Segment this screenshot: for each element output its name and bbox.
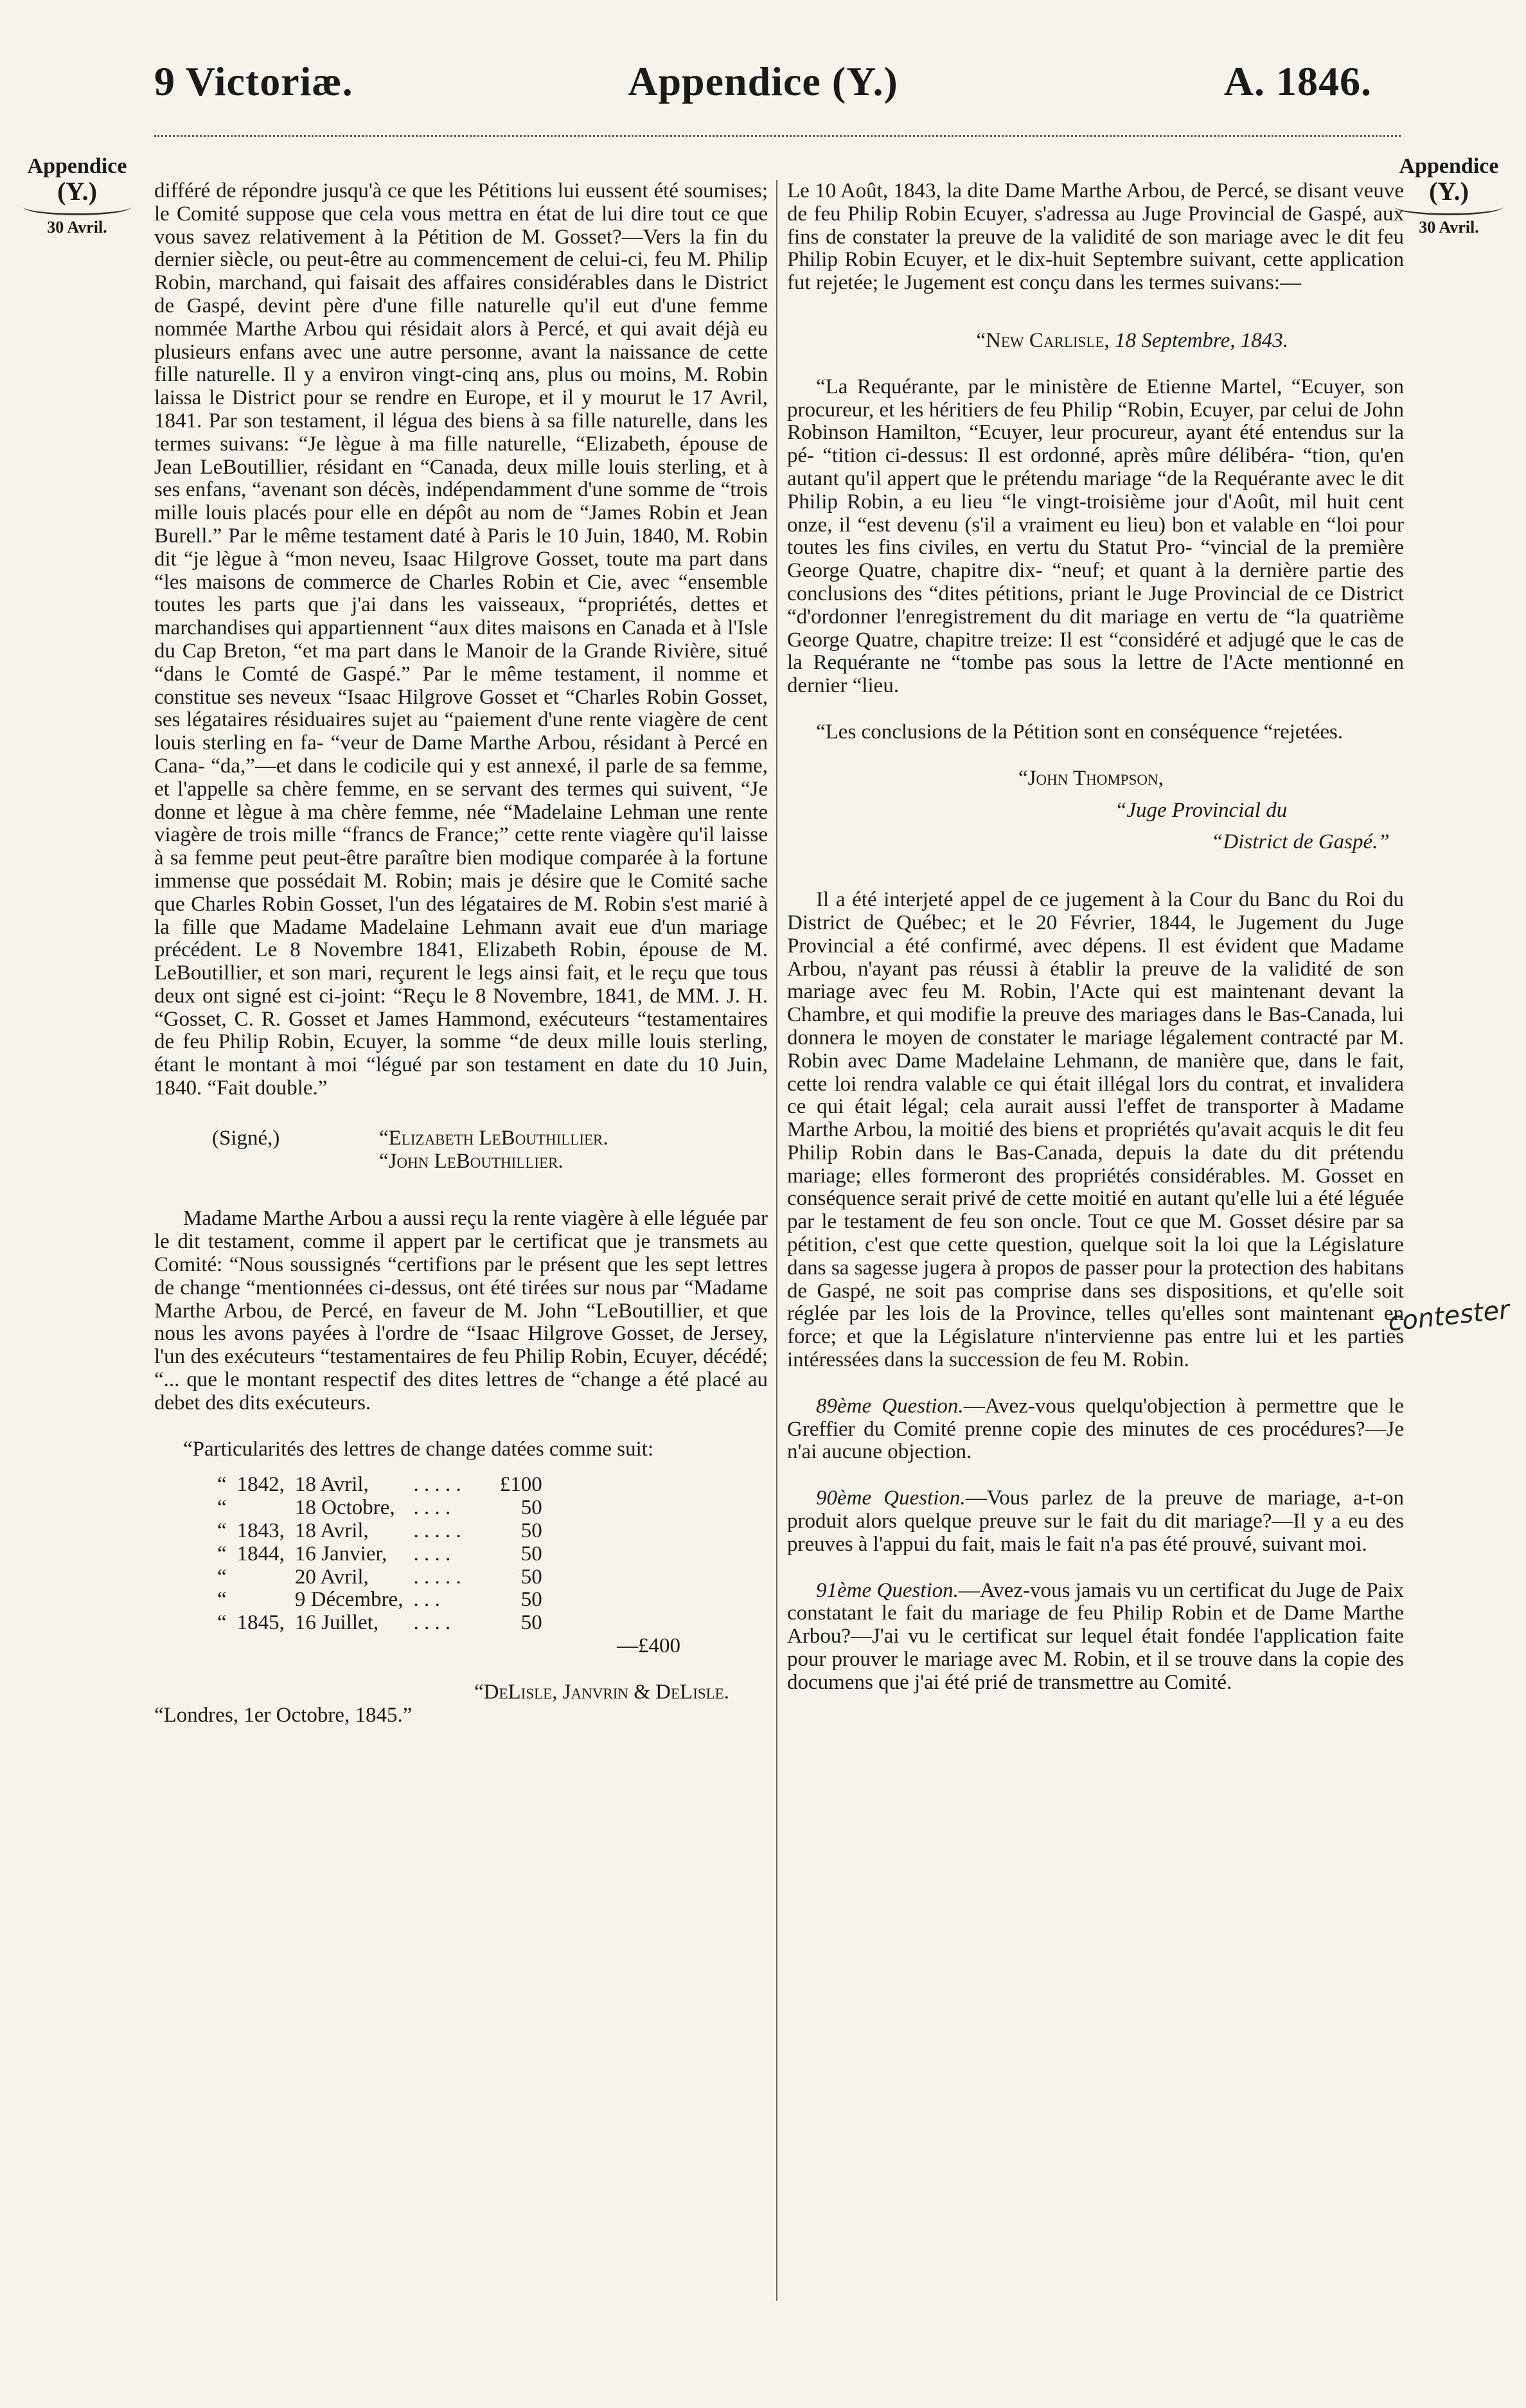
handwritten-annotation: contester bbox=[1387, 1295, 1511, 1337]
bill-amount: 50 bbox=[520, 1519, 542, 1543]
bill-leader: . . . . . bbox=[413, 1519, 461, 1543]
testimony-paragraph: différé de répondre jusqu'à ce que les Pétitions lui eussent été soumises; le Comité suppose que cela vous mettra en état de lui dire tout ce que vous savez relativement à la Pétition de M. Gosset?—Vers la fin du dernier siècle, ou peut-être au commencement de celui-ci, feu M. Philip Robin, marchand, qui faisait des affaires considérables dans le District de Gaspé, devint père d'une fille naturelle qu'il eut d'une femme nommée Marthe Arbou qui résidait alors à Percé, et qui avait déjà eu plusieurs enfans avec une autre personne, avant la naissance de cette fille naturelle. Il y a environ vingt-cinq ans, plus ou moins, M. Robin laissa le District pour se rendre en Europe, et il y mourut le 17 Avril, 1841. Par son testament, il légua des biens à sa fille naturelle, dans les termes suivans: “Je lègue à ma fille naturelle, “Elizabeth, épouse de Jean LeBoutillier, résidant en “Canada, deux mille louis sterling, et à ses enfans, “avenant son décès, indépendamment d'une somme de “trois mille louis placés pour elle en dépôt au nom de “James Robin et Jean Burell.” Par le même testament daté à Paris le 10 Juin, 1840, M. Robin dit “je lègue à “mon neveu, Isaac Hilgrove Gosset, toute ma part dans “les maisons de commerce de Charles Robin et Cie, avec “ensemble toutes les parts que j'ai dans les vaisseaux, “propriétés, dettes et marchandises qui appartiennent “aux dites maisons en Canada et à l'Isle du Cap Breton, “et ma part dans le Manoir de la Grande Rivière, situé “dans le Comté de Gaspé.” Par le même testament, il nomme et constitue ses neveux “Isaac Hilgrove Gosset et “Charles Robin Gosset, ses légataires résiduaires sujet au “paiement d'une rente viagère de cent louis sterling en fa- “veur de Dame Marthe Arbou, résidant à Percé en Cana- “da,”—et dans le codicile qui y est annexé, il parle de sa femme, et l'appelle sa chère femme, en se servant des termes qui suivent, “Je donne et lègue à ma chère femme, née “Madelaine Lehman une rente viagère de trois mille “francs de France;” cette rente viagère qu'il laisse à sa femme peut peut-être paraître bien modique comparée à la fortune immense que possédait M. Robin; mais je désire que le Comité sache que Charles Robin Gosset, l'un des légataires de M. Robin s'est marié à la fille que Madame Madelaine Lehmann avait eue d'un mariage précédent. Le 8 Novembre 1841, Elizabeth Robin, épouse de M. LeBoutillier, et son mari, reçurent le legs ainsi fait, et le reçu que tous deux ont signé est ci-joint: “Reçu le 8 Novembre, 1841, de MM. J. H. “Gosset, C. R. Gosset et James Hammond, exécuteurs “testamentaires de feu Philip Robin, Ecuyer, la somme “de deux mille louis sterling, étant le montant à moi “légué par son testament en date du 10 Juin, 1840. “Fait double.” bbox=[154, 179, 768, 1100]
margin-date: 30 Avril. bbox=[1419, 218, 1479, 236]
bill-row bbox=[212, 1543, 547, 1566]
bill-year: 1843, bbox=[236, 1519, 285, 1543]
judgment-dateline bbox=[787, 330, 1404, 353]
bill-year: 1845, bbox=[236, 1611, 285, 1635]
bill-quote: “ bbox=[217, 1519, 227, 1543]
bill-year bbox=[232, 1497, 290, 1520]
judge-district: “District de Gaspé.” bbox=[1211, 830, 1390, 854]
bills-of-exchange-table bbox=[212, 1474, 547, 1635]
bill-quote: “ bbox=[217, 1565, 227, 1589]
question-text: —Avez-vous quelqu'objection à permettre que le Greffier du Comité prenne copie des minutes de ces procédures?—Je n'ai aucune objection. bbox=[787, 1394, 1404, 1464]
signer-name: “John LeBouthillier. bbox=[379, 1149, 563, 1173]
bill-amount: 50 bbox=[520, 1611, 542, 1635]
margin-note-left bbox=[19, 154, 135, 237]
header-rule bbox=[154, 135, 1401, 137]
bill-row bbox=[212, 1589, 547, 1612]
bill-date: 18 Avril, bbox=[294, 1519, 369, 1543]
judgment-text: “La Requérante, par le ministère de Etienne Martel, “Ecuyer, son procureur, et les héritiers de feu Philip “Robin, Ecuyer, par celui de John Robinson Hamilton, “Ecuyer, leur procureur, ayant été entendus sur la pé- “tition ci-dessus: Il est ordonné, après mûre délibéra- “tion, qu'en autant qu'il appert que le prétendu mariage “de la Requérante avec le dit Philip Robin, a eu lieu “le vingt-troisième jour d'Août, mil huit cent onze, il “est devenu (s'il a vraiment eu lieu) bon et valable en “loi pour toutes les fins civiles, en vertu du Statut Pro- “vincial de la première George Quatre, chapitre dix- “neuf; et quant à la dernière partie des conclusions des “dites pétitions, priant le Juge Provincial de ce District “d'ordonner l'enregistrement du dit mariage en vertu de “la quatrième George Quatre, chapitre treize: Il est “considéré et adjugé que le cas de la Requérante ne “tombe pas sous la lettre de l'Acte mentionné en dernier “lieu. bbox=[787, 375, 1404, 698]
bill-amount: 50 bbox=[520, 1565, 542, 1589]
judge-name: “John Thompson, bbox=[1018, 766, 1164, 790]
question-89 bbox=[787, 1395, 1404, 1464]
bill-date: 16 Janvier, bbox=[294, 1542, 387, 1565]
dateline-place: “New Carlisle, bbox=[976, 328, 1110, 352]
bill-quote: “ bbox=[217, 1542, 227, 1565]
bill-row bbox=[212, 1497, 547, 1520]
bill-quote: “ bbox=[217, 1588, 227, 1612]
bill-amount: 50 bbox=[520, 1542, 542, 1565]
bill-amount: 50 bbox=[520, 1588, 542, 1612]
margin-label: Appendice bbox=[27, 154, 127, 178]
judge-signature bbox=[787, 767, 1404, 854]
left-column bbox=[154, 180, 768, 1727]
margin-brace bbox=[1395, 204, 1503, 215]
judgment-conclusion: “Les conclusions de la Pétition sont en conséquence “rejetées. bbox=[816, 720, 1344, 744]
bill-date: 9 Décembre, bbox=[294, 1588, 404, 1612]
bill-row bbox=[212, 1566, 547, 1589]
appeal-paragraph: Il a été interjeté appel de ce jugement à la Cour du Banc du Roi du District de Québec; et le 20 Février, 1844, le Jugement du Juge Provincial a été confirmé, avec dépens. Il est évident que Madame Arbou, n'ayant pas réussi à établir la preuve de la validité de son mariage avec feu M. Robin, l'Acte qui est maintenant devant la Chambre, et qui modifie la preuve des mariages dans le Bas-Canada, lui donnera le moyen de constater le mariage légalement contracté par M. Robin avec Dame Madelaine Lehmann, de manière que, dans le fait, cette loi rendra valable ce qui était illégal lors du contrat, et invalidera ce qui était légal; cela aurait aussi l'effet de transporter à Madame Marthe Arbou, la moitié des biens et propriétés qu'avait acquis le dit feu Philip Robin dans le Bas-Canada, depuis la date du dit prétendu mariage; elles formeront des propriétés considérables. M. Gosset en conséquence serait privé de cette moitié en autant qu'elle lui a été léguée par le testament de feu son oncle. Tout ce que M. Gosset désire par sa pétition, c'est que cette question, quelque soit la loi que la Législature dans sa sagesse jugera à propos de passer pour la protection des habitans de Gaspé, ne soit pas comprise dans ses dispositions, et qu'elle soit réglée par les lois de la Province, telles qu'elles sont maintenant en force; et que la Législature n'intervienne pas entre lui et les parties intéressées dans la succession de feu M. Robin. bbox=[787, 888, 1404, 1372]
bills-intro: “Particularités des lettres de change datées comme suit: bbox=[183, 1437, 654, 1461]
margin-date: 30 Avril. bbox=[47, 218, 107, 236]
signed-label: (Signé,) bbox=[212, 1126, 280, 1150]
bill-row bbox=[212, 1474, 547, 1497]
question-text: —Vous parlez de la preuve de mariage, a-t-on produit alors quelque preuve sur le fait du dit mariage?—Il y a eu des preuves à l'appui du fait, mais le fait n'a pas été prouvé, suivant moi. bbox=[787, 1486, 1404, 1556]
bill-quote: “ bbox=[217, 1473, 227, 1497]
margin-letter: (Y.) bbox=[1429, 177, 1469, 206]
margin-note-right bbox=[1391, 154, 1507, 237]
dateline-date: 18 Septembre, 1843. bbox=[1114, 328, 1288, 352]
header-session: 9 Victoriæ. bbox=[154, 58, 353, 104]
bill-leader: . . . bbox=[413, 1588, 440, 1612]
bill-date: 20 Avril, bbox=[294, 1565, 369, 1589]
bill-leader: . . . . . bbox=[413, 1473, 461, 1497]
question-text: —Avez-vous jamais vu un certificat du Juge de Paix constatant le fait du mariage de feu Philip Robin et de Dame Marthe Arbou?—J'ai vu le certificat sur lequel était fondée l'application faite pour prouver le mariage avec M. Robin, et il se trouve dans la copie des documens que j'ai été prié de transmettre au Comité. bbox=[787, 1578, 1404, 1694]
bill-row bbox=[212, 1520, 547, 1543]
signature-block bbox=[154, 1127, 768, 1173]
bill-leader: . . . . bbox=[413, 1542, 451, 1565]
signer-name: “Elizabeth LeBouthillier. bbox=[379, 1126, 608, 1150]
bill-date: 18 Octobre, bbox=[294, 1496, 395, 1520]
place-date: “Londres, 1er Octobre, 1845.” bbox=[154, 1703, 413, 1727]
question-91 bbox=[787, 1580, 1404, 1695]
bill-quote: “ bbox=[217, 1611, 227, 1635]
column-divider bbox=[776, 180, 777, 2301]
bill-date: 18 Avril, bbox=[294, 1473, 369, 1497]
question-label: 91ème Question. bbox=[816, 1578, 959, 1602]
margin-letter: (Y.) bbox=[57, 177, 97, 206]
bill-leader: . . . . bbox=[413, 1611, 451, 1635]
bill-year: 1844, bbox=[236, 1542, 285, 1565]
question-label: 89ème Question. bbox=[816, 1394, 964, 1418]
question-label: 90ème Question. bbox=[816, 1486, 966, 1510]
firm-name: “DeLisle, Janvrin & DeLisle. bbox=[474, 1680, 729, 1704]
margin-brace bbox=[23, 204, 131, 215]
header-title: Appendice (Y.) bbox=[628, 58, 898, 104]
bill-amount: £100 bbox=[499, 1473, 542, 1497]
margin-label: Appendice bbox=[1399, 154, 1499, 178]
bill-date: 16 Juillet, bbox=[294, 1611, 379, 1635]
bill-leader: . . . . bbox=[413, 1496, 451, 1520]
judge-title: “Juge Provincial du bbox=[1115, 798, 1288, 822]
bill-quote: “ bbox=[217, 1496, 227, 1520]
bill-leader: . . . . . bbox=[413, 1565, 461, 1589]
bill-year bbox=[232, 1566, 290, 1589]
narrative-paragraph: Le 10 Août, 1843, la dite Dame Marthe Arbou, de Percé, se disant veuve de feu Philip Robin Ecuyer, s'adressa au Juge Provincial de Gaspé, aux fins de constater la preuve de la validité de son mariage avec le dit feu Philip Robin Ecuyer, et le dix-huit Septembre suivant, cette application fut rejetée; le Jugement est conçu dans les termes suivans:— bbox=[787, 179, 1404, 295]
bill-amount: 50 bbox=[520, 1496, 542, 1520]
bill-row bbox=[212, 1612, 547, 1635]
certificate-paragraph: Madame Marthe Arbou a aussi reçu la rente viagère à elle léguée par le dit testament, comme il appert par le certificat que je transmets au Comité: “Nous soussignés “certifions par le présent que les sept lettres de change “mentionnées ci-dessus, ont été tirées sur nous par “Madame Marthe Arbou, de Percé, en faveur de M. John “LeBoutillier, et que nous les avons payées à l'ordre de “Isaac Hilgrove Gosset, de Jersey, l'un des exécuteurs “testamentaires de feu Philip Robin, Ecuyer, décédé; “... que le montant respectif des dites lettres de “change a été placé au debet des dits exécuteurs. bbox=[154, 1207, 768, 1414]
question-90 bbox=[787, 1487, 1404, 1556]
bill-year: 1842, bbox=[236, 1473, 285, 1497]
bills-total: —£400 bbox=[617, 1634, 680, 1658]
right-column bbox=[787, 180, 1404, 1695]
bill-year bbox=[232, 1589, 290, 1612]
header-year: A. 1846. bbox=[1223, 58, 1372, 104]
